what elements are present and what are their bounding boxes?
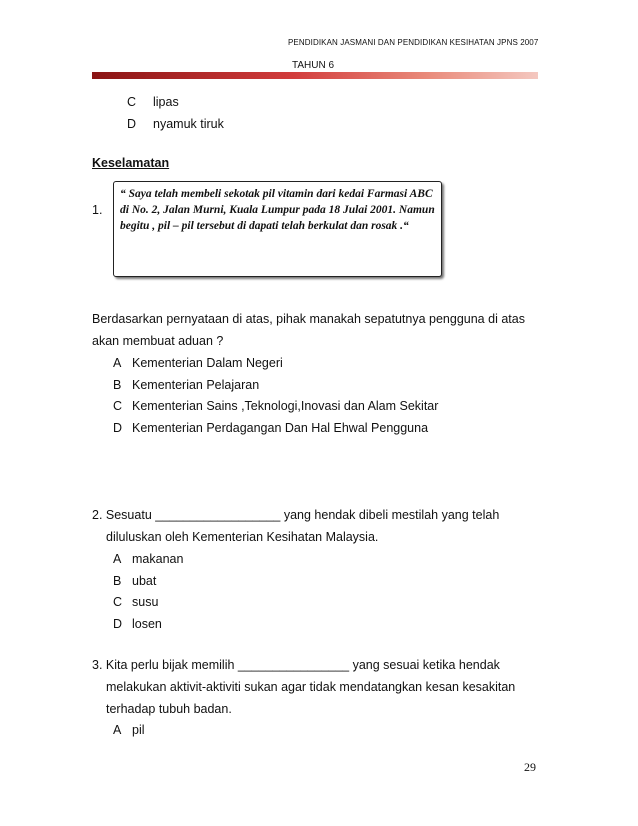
option-text: lipas xyxy=(153,95,179,109)
option-text: ubat xyxy=(132,574,157,588)
question-number: 1. xyxy=(92,203,103,217)
option-letter: C xyxy=(113,595,123,609)
option-letter: C xyxy=(113,399,123,413)
question-text: terhadap tubuh badan. xyxy=(106,702,232,716)
header-rule xyxy=(92,72,538,79)
header-tahun: TAHUN 6 xyxy=(292,60,335,71)
question-text: diluluskan oleh Kementerian Kesihatan Malaysia. xyxy=(106,530,379,544)
option-text: nyamuk tiruk xyxy=(153,117,224,131)
question-text: 2. Sesuatu __________________ yang hendak dibeli mestilah yang telah xyxy=(92,508,500,522)
section-heading: Keselamatan xyxy=(92,156,170,170)
option-letter: D xyxy=(113,421,123,435)
option-letter: D xyxy=(113,617,123,631)
option-text: pil xyxy=(132,723,145,737)
quote-box xyxy=(113,181,442,277)
option-text: Kementerian Sains ,Teknologi,Inovasi dan Alam Sekitar xyxy=(132,399,439,413)
option-letter: A xyxy=(113,356,122,370)
option-letter: D xyxy=(127,117,137,131)
question-text: 3. Kita perlu bijak memilih ________________ yang sesuai ketika hendak xyxy=(92,658,500,672)
option-text: Kementerian Perdagangan Dan Hal Ehwal Pengguna xyxy=(132,421,429,435)
option-letter: A xyxy=(113,552,122,566)
question-text: akan membuat aduan ? xyxy=(92,334,224,348)
option-text: makanan xyxy=(132,552,184,566)
quote-text: “ Saya telah membeli sekotak pil vitamin dari kedai Farmasi ABC di No. 2, Jalan Murni, Kuala Lumpur pada 18 Julai 2001. Namun begitu , pil – pil tersebut di dapati telah berkulat dan rosak .“ xyxy=(120,188,435,232)
question-text: melakukan aktivit-aktiviti sukan agar tidak mendatangkan kesan kesakitan xyxy=(106,680,516,694)
option-letter: B xyxy=(113,574,122,588)
option-letter: A xyxy=(113,723,122,737)
option-text: losen xyxy=(132,617,162,631)
option-text: susu xyxy=(132,595,159,609)
page-number: 29 xyxy=(524,760,536,774)
option-text: Kementerian Pelajaran xyxy=(132,378,260,392)
header-title: PENDIDIKAN JASMANI DAN PENDIDIKAN KESIHATAN JPNS 2007 xyxy=(288,38,539,47)
option-text: Kementerian Dalam Negeri xyxy=(132,356,283,370)
question-text: Berdasarkan pernyataan di atas, pihak manakah sepatutnya pengguna di atas xyxy=(92,312,525,326)
option-letter: B xyxy=(113,378,122,392)
option-letter: C xyxy=(127,95,137,109)
